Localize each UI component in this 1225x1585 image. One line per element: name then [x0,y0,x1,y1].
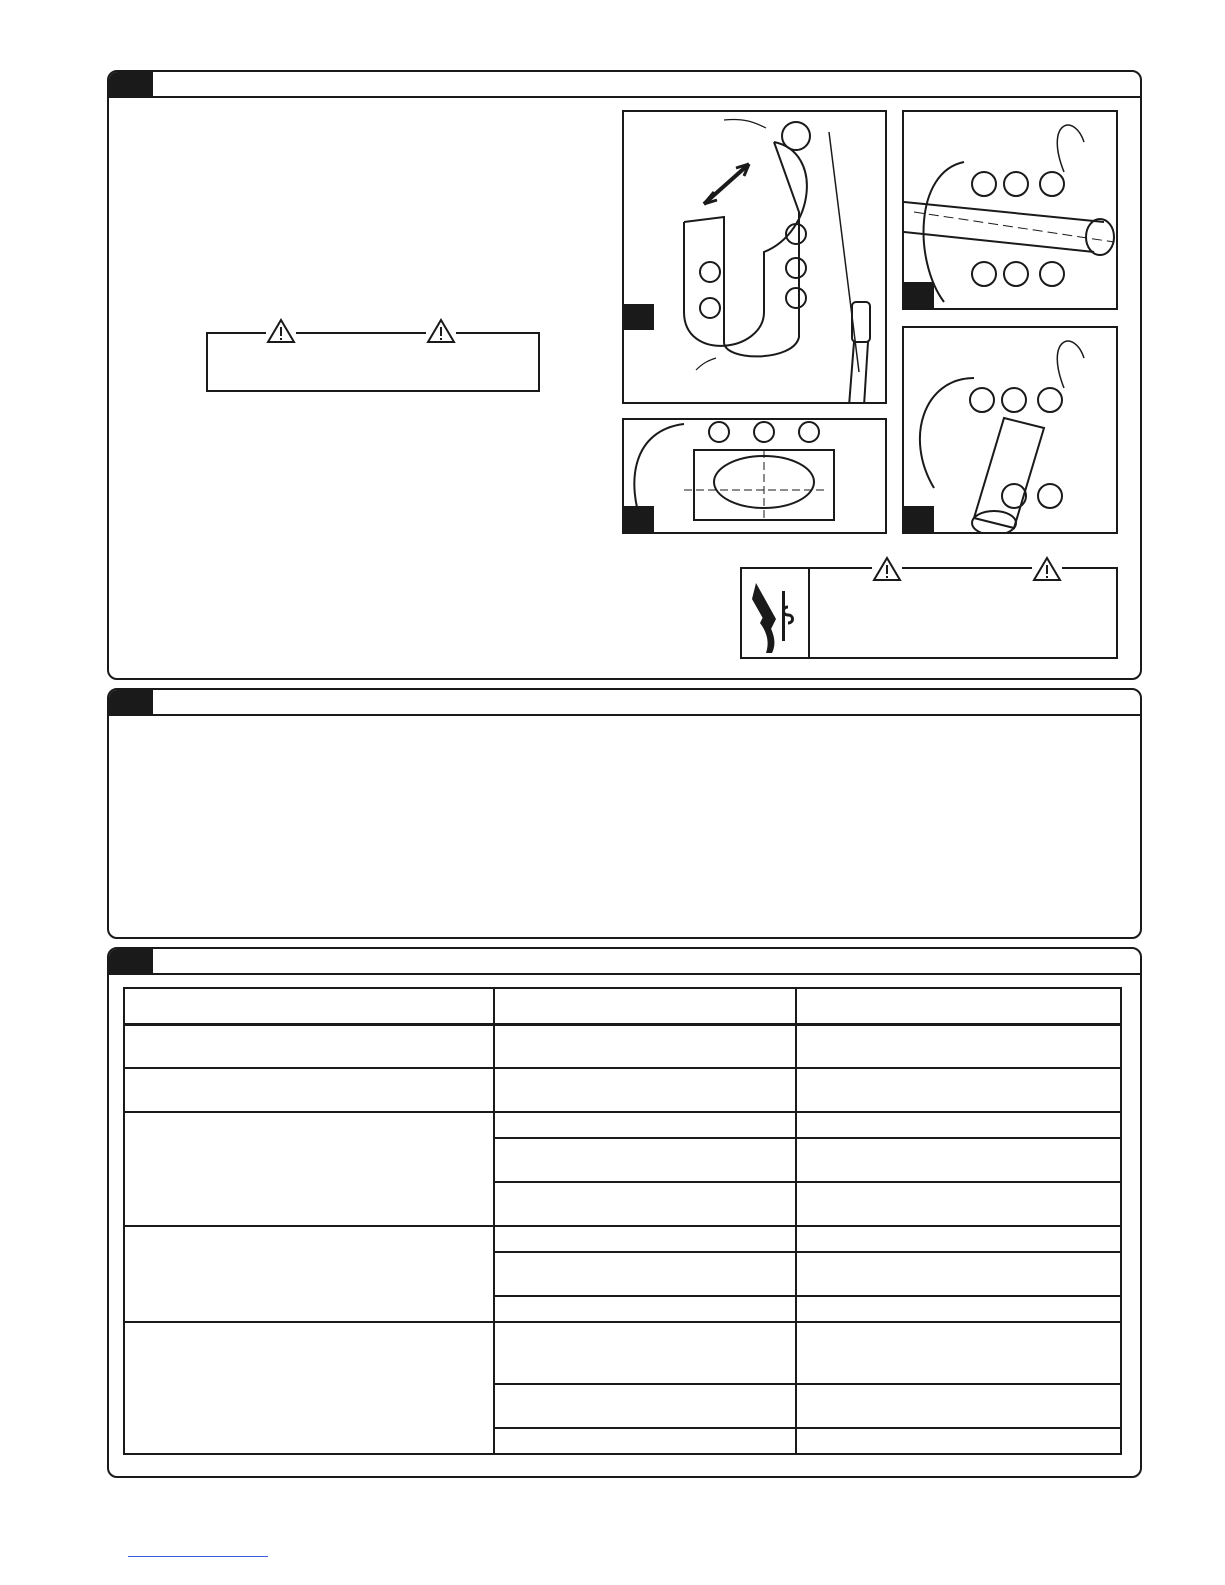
table-cell [796,1428,1121,1454]
figure-number-box [904,506,934,532]
table-cell [494,1068,795,1112]
table-cell [796,1068,1121,1112]
footer-link-underline[interactable] [128,1556,268,1557]
table-header-cell [494,988,795,1024]
table-cell [494,1182,795,1226]
table-cell [494,1322,795,1384]
table-row [124,1226,1121,1252]
table-cell [796,1322,1121,1384]
table-row [124,1322,1121,1384]
table-cell [494,1138,795,1182]
warning-triangle-icon [266,318,296,344]
table-cell [494,1428,795,1454]
table-cell [494,1296,795,1322]
table-cell [796,1226,1121,1252]
section-header-rule [109,973,1140,975]
table-cell [494,1384,795,1428]
warning-triangle-icon [872,556,902,582]
table-cell [494,1252,795,1296]
table-cell [124,1322,494,1454]
table-cell [494,1024,795,1068]
figure-number-box [904,282,934,308]
table-row [124,1112,1121,1138]
section-header-rule [109,96,1140,98]
table-cell [494,1226,795,1252]
table-cell [796,1138,1121,1182]
table-cell [124,1226,494,1322]
warning-callout [206,332,540,392]
section-header-rule [109,714,1140,716]
section-panel-2 [107,688,1142,939]
figure-4-cable-cut [902,326,1118,534]
table-cell [124,1112,494,1226]
figure-number-box [624,506,654,532]
table-cell [796,1252,1121,1296]
table-row [124,1024,1121,1068]
table-cell [796,1182,1121,1226]
pinch-hazard-icon [740,567,810,659]
section-number-tab [109,949,153,975]
troubleshooting-table [123,987,1122,1455]
table-cell [124,1068,494,1112]
figure-2-blade-alignment [622,418,887,534]
figure-number-box [624,304,654,330]
figure-1-cutting-head [622,110,887,404]
table-cell [494,1112,795,1138]
section-number-tab [109,72,153,98]
table-cell [796,1384,1121,1428]
warning-triangle-icon [426,318,456,344]
figure-3-cable-in-blade [902,110,1118,310]
table-row [124,1068,1121,1112]
warning-triangle-icon [1032,556,1062,582]
table-header-cell [124,988,494,1024]
table-header-cell [796,988,1121,1024]
table-cell [796,1112,1121,1138]
table-cell [796,1024,1121,1068]
table-cell [124,1024,494,1068]
section-number-tab [109,690,153,716]
table-cell [796,1296,1121,1322]
pinch-warning-callout [808,567,1118,659]
